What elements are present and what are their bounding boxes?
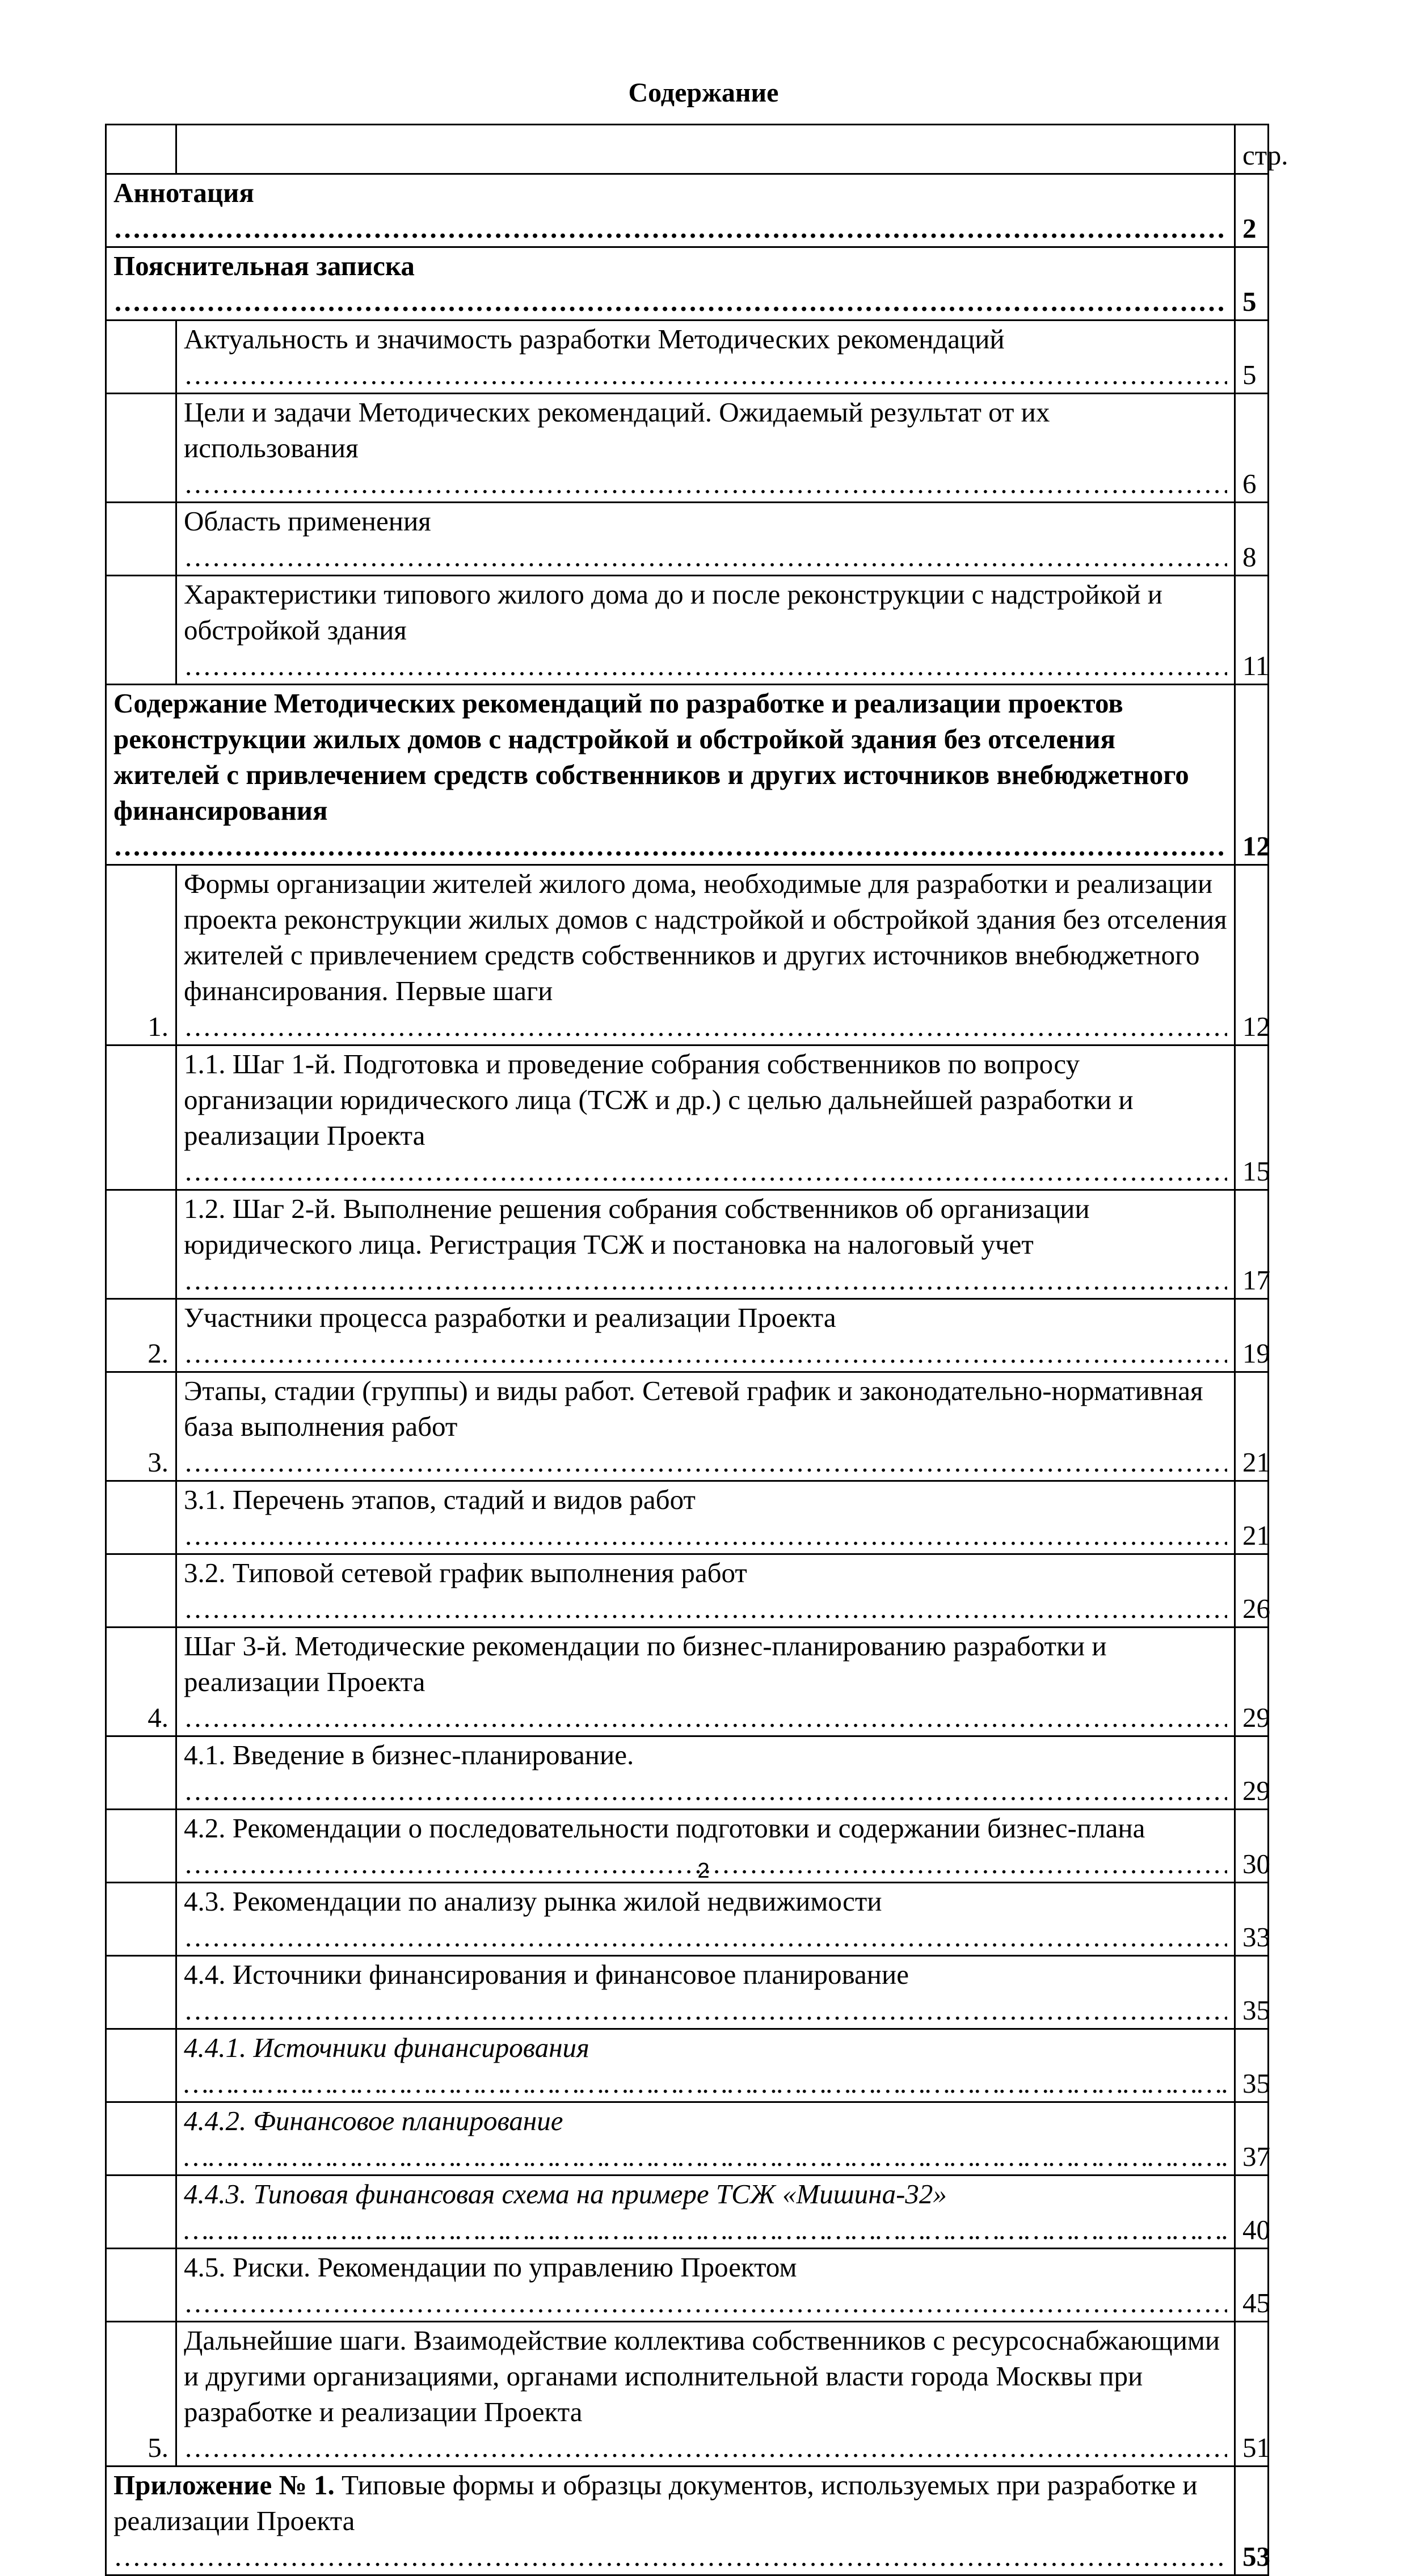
toc-row [106,174,1269,247]
toc-entry-leader [184,1300,1227,1371]
toc-row [106,1554,1269,1628]
page-number: 2 [697,1859,710,1883]
toc-row [106,1736,1269,1810]
toc-entry-page: 11 [1235,576,1269,685]
toc-entry-number [106,2249,176,2322]
toc-entry-text: Характеристики типового жилого дома до и после реконструкции с надстройкой и обстройкой здания [184,579,1163,646]
toc-entry-text: Типовые формы и образцы документов, используемых при разработке и реализации Проекта [113,2469,1198,2536]
toc-entry-text: Пояснительная записка [113,250,415,281]
toc-row [106,247,1269,321]
toc-entry-text: 4.4.1. Источники финансирования [184,2032,589,2063]
toc-row [106,2176,1269,2249]
toc-entry-leader [184,576,1227,684]
toc-entry-text: 1.1. Шаг 1-й. Подготовка и проведение собрания собственников по вопросу организации юридического лица (ТСЖ и др.) с целью дальнейшей разработки и реализации Проекта [184,1048,1134,1151]
toc-entry-page: 30 [1235,1810,1269,1883]
toc-entry-page: 29 [1235,1628,1269,1736]
toc-row [106,2029,1269,2102]
toc-entry-text: Формы организации жителей жилого дома, необходимые для разработки и реализации проекта реконструкции жилых домов с надстройкой и обстройкой здания без отселения жителей с привлечением средств собственников и других источников внебюджетного финансирования. Первые шаги [184,868,1227,1006]
toc-entry-number: 1. [106,865,176,1045]
toc-entry-text-cell [106,247,1235,321]
toc-row [106,865,1269,1045]
toc-entry-page: 17 [1235,1190,1269,1299]
toc-entry-number: 4. [106,1628,176,1736]
toc-entry-number [106,576,176,685]
toc-entry-page: 26 [1235,1554,1269,1628]
toc-entry-text-cell [176,2176,1235,2249]
toc-entry-text: 4.2. Рекомендации о последовательности подготовки и содержании бизнес-плана [184,1812,1145,1844]
toc-entry-text: Этапы, стадии (группы) и виды работ. Сетевой график и законодательно-нормативная база выполнения работ [184,1375,1203,1442]
toc-entry-text: Актуальность и значимость разработки Методических рекомендаций [184,323,1005,355]
toc-entry-text: 4.3. Рекомендации по анализу рынка жилой недвижимости [184,1886,882,1917]
toc-entry-page: 53 [1235,2467,1269,2575]
toc-entry-leader [184,2249,1227,2321]
toc-entry-text-cell [176,1372,1235,1481]
toc-entry-text-cell [176,2249,1235,2322]
toc-entry-text-cell [176,1554,1235,1628]
toc-entry-text: 3.2. Типовой сетевой график выполнения работ [184,1557,747,1588]
toc-entry-number [106,1554,176,1628]
toc-entry-text-cell [176,2102,1235,2176]
toc-row [106,394,1269,503]
toc-entry-page: 15 [1235,1045,1269,1190]
toc-row [106,1481,1269,1554]
toc-entry-number [106,394,176,503]
toc-entry-leader [113,248,1227,319]
toc-entry-leader [184,1482,1227,1553]
toc-row [106,503,1269,576]
toc-header-text-cell [176,125,1235,174]
toc-entry-text-cell [176,2322,1235,2467]
toc-entry-page: 37 [1235,2102,1269,2176]
toc-entry-text-cell [176,1883,1235,1956]
toc-row [106,1372,1269,1481]
toc-entry-text-cell [106,2467,1235,2575]
toc-entry-leader [184,1373,1227,1480]
toc-entry-text-cell [176,1190,1235,1299]
toc-entry-text: 4.4.3. Типовая финансовая схема на примере ТСЖ «Мишина-32» [184,2178,947,2210]
toc-entry-text: Шаг 3-й. Методические рекомендации по бизнес-планированию разработки и реализации Проекта [184,1630,1107,1697]
toc-header-row [106,125,1269,174]
toc-entry-leader [113,685,1227,864]
toc-entry-text: 4.4.2. Финансовое планирование [184,2105,563,2136]
toc-entry-number: 3. [106,1372,176,1481]
toc-entry-page: 8 [1235,503,1269,576]
toc-entry-leader [184,2030,1227,2101]
toc-entry-text-cell [176,1299,1235,1372]
toc-entry-leader [184,1046,1227,1189]
toc-entry-text-cell [176,321,1235,394]
toc-entry-text: 3.1. Перечень этапов, стадий и видов работ [184,1484,696,1515]
toc-entry-number [106,2029,176,2102]
toc-entry-text: 4.1. Введение в бизнес-планирование. [184,1739,634,1770]
toc-entry-leader [184,2176,1227,2248]
toc-entry-text: 4.5. Риски. Рекомендации по управлению Проектом [184,2252,797,2283]
toc-entry-page: 21 [1235,1481,1269,1554]
toc-entry-number [106,1481,176,1554]
toc-entry-text: 4.4. Источники финансирования и финансовое планирование [184,1959,909,1990]
toc-entry-number [106,503,176,576]
toc-entry-leader [184,1191,1227,1298]
toc-header-num-cell [106,125,176,174]
toc-entry-leader [184,321,1227,393]
toc-entry-text: Аннотация [113,177,254,208]
toc-entry-leader [184,2103,1227,2174]
toc-entry-number [106,1883,176,1956]
toc-entry-text-cell [176,1956,1235,2029]
toc-header-page-label: стр. [1235,125,1269,174]
toc-row [106,576,1269,685]
toc-entry-page: 35 [1235,1956,1269,2029]
toc-entry-page: 35 [1235,2029,1269,2102]
toc-entry-page: 21 [1235,1372,1269,1481]
toc-row [106,1299,1269,1372]
toc-entry-page: 5 [1235,247,1269,321]
toc-row [106,2467,1269,2575]
toc-entry-text-cell [176,2029,1235,2102]
toc-entry-leader [184,394,1227,501]
toc-row [106,2249,1269,2322]
toc-entry-leader [184,1555,1227,1626]
toc-entry-page: 19 [1235,1299,1269,1372]
toc-entry-number [106,1045,176,1190]
toc-entry-leader [184,503,1227,575]
toc-entry-text: Содержание Методических рекомендаций по разработке и реализации проектов реконструкции жилых домов с надстройкой и обстройкой здания без отселения жителей с привлечением средств собственников и других источников внебюджетного финансирования [113,688,1189,826]
toc-entry-page: 45 [1235,2249,1269,2322]
toc-entry-page: 12 [1235,865,1269,1045]
toc-entry-number [106,321,176,394]
toc-row [106,1045,1269,1190]
toc-entry-leader [184,2322,1227,2465]
toc-entry-page: 2 [1235,174,1269,247]
toc-entry-text-cell [176,503,1235,576]
toc-entry-number [106,2102,176,2176]
toc-entry-page: 40 [1235,2176,1269,2249]
toc-entry-leader [184,1883,1227,1955]
toc-entry-number [106,2176,176,2249]
toc-entry-label: Приложение № 1. [113,2469,335,2501]
toc-entry-text-cell [106,174,1235,247]
toc-table [105,124,1288,2576]
toc-entry-page: 51 [1235,2322,1269,2467]
toc-entry-leader [184,1737,1227,1808]
toc-entry-text-cell [176,394,1235,503]
toc-row [106,2322,1269,2467]
toc-entry-number: 5. [106,2322,176,2467]
toc-entry-page: 12 [1235,685,1269,865]
toc-entry-text-cell [106,685,1235,865]
toc-row [106,1190,1269,1299]
toc-entry-text-cell [176,1481,1235,1554]
toc-row [106,2102,1269,2176]
toc-row [106,1883,1269,1956]
toc-entry-text: Дальнейшие шаги. Взаимодействие коллектива собственников с ресурсоснабжающими и другими организациями, органами исполнительной власти города Москвы при разработке и реализации Проекта [184,2325,1220,2427]
toc-entry-text: Цели и задачи Методических рекомендаций. Ожидаемый результат от их использования [184,397,1050,463]
toc-entry-leader [184,866,1227,1044]
toc-entry-page: 29 [1235,1736,1269,1810]
toc-entry-leader [184,1957,1227,2028]
toc-entry-leader [113,175,1227,246]
toc-entry-page: 33 [1235,1883,1269,1956]
toc-entry-number: 2. [106,1299,176,1372]
toc-row [106,685,1269,865]
toc-row [106,1956,1269,2029]
toc-entry-page: 6 [1235,394,1269,503]
toc-entry-text-cell [176,1736,1235,1810]
toc-entry-number [106,1190,176,1299]
toc-row [106,1628,1269,1736]
toc-entry-text: Участники процесса разработки и реализации Проекта [184,1302,836,1333]
toc-entry-text-cell [176,865,1235,1045]
toc-entry-text-cell [176,1628,1235,1736]
toc-entry-leader [184,1628,1227,1735]
toc-entry-text: 1.2. Шаг 2-й. Выполнение решения собрания собственников об организации юридического лица. Регистрация ТСЖ и постановка на налоговый учет [184,1193,1090,1260]
toc-row [106,321,1269,394]
toc-entry-text-cell [176,576,1235,685]
toc-entry-number [106,1736,176,1810]
toc-entry-leader [113,2539,1227,2574]
toc-entry-text: Область применения [184,505,431,537]
toc-entry-text-cell [176,1045,1235,1190]
page-title: Содержание [628,78,779,108]
toc-entry-number [106,1956,176,2029]
toc-entry-page: 5 [1235,321,1269,394]
